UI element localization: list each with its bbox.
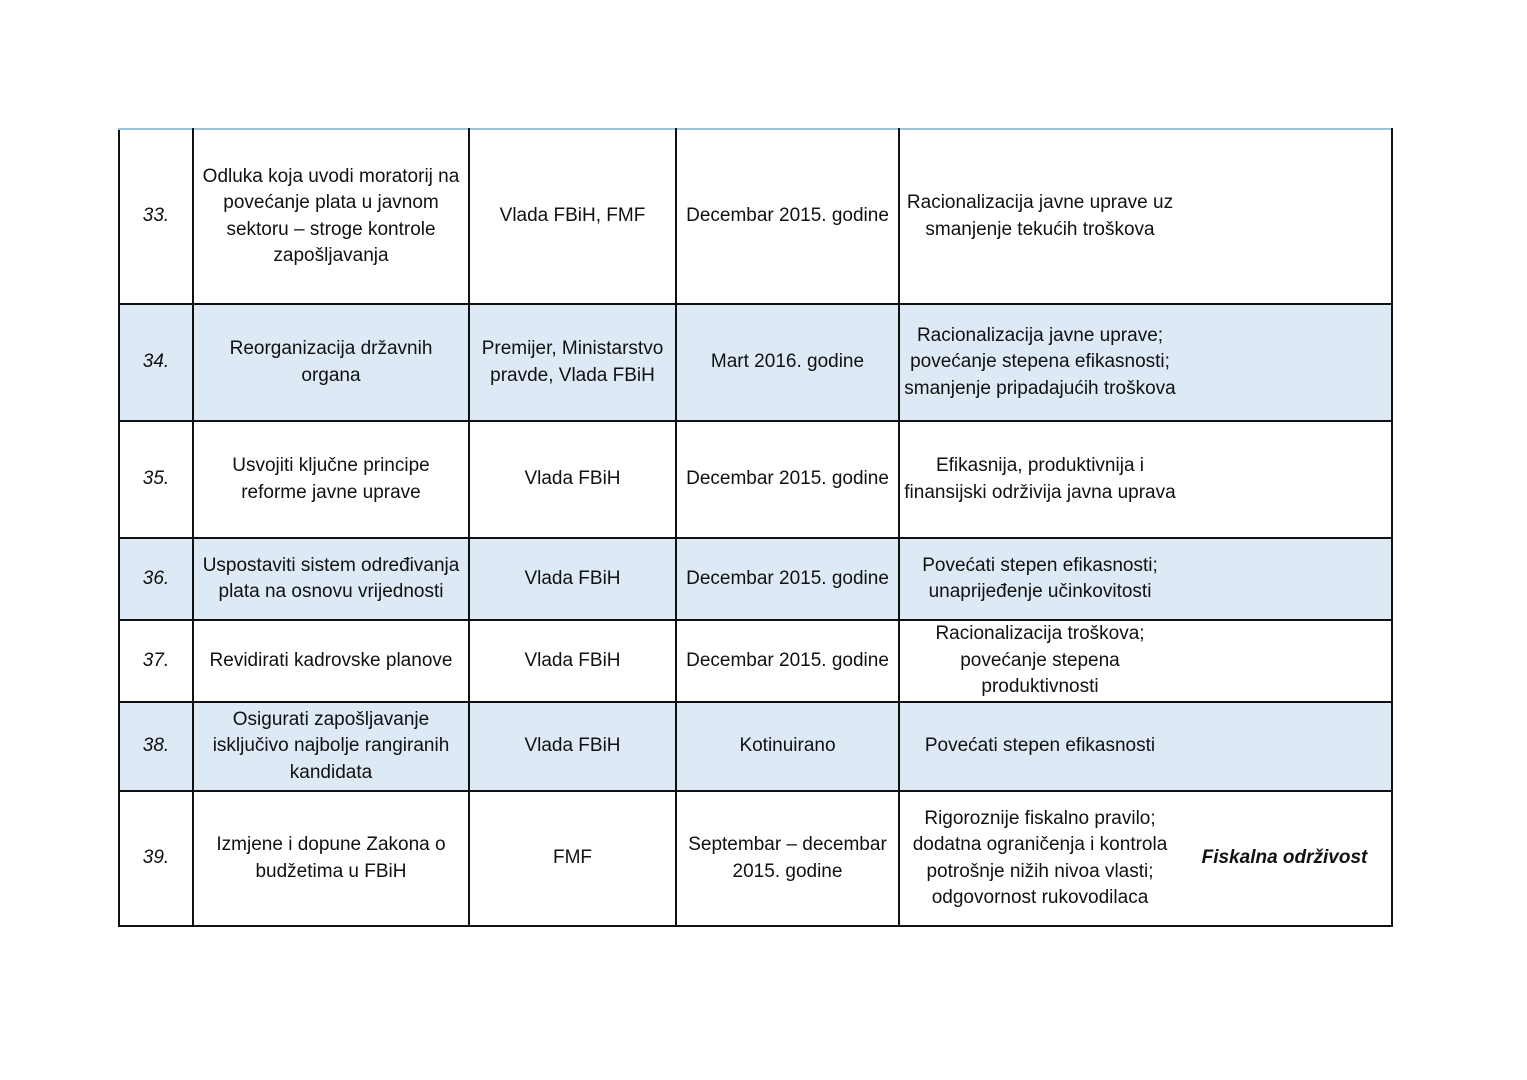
responsible-cell: Vlada FBiH [469, 421, 676, 538]
effects-area-cell [899, 538, 1392, 620]
measure-cell: Osigurati zapošljavanje isključivo najbolje rangiranih kandidata [193, 702, 469, 791]
row-number: 33. [119, 129, 193, 304]
table-row [119, 620, 1392, 702]
measure-cell: Usvojiti ključne principe reforme javne uprave [193, 421, 469, 538]
effects-text: Povećati stepen efikasnosti [924, 735, 1156, 757]
deadline-cell: Mart 2016. godine [676, 304, 899, 421]
row-number: 34. [119, 304, 193, 421]
effects-area-cell [899, 620, 1392, 702]
deadline-cell: Decembar 2015. godine [676, 538, 899, 620]
row-number: 39. [119, 791, 193, 926]
effects-area-cell [899, 791, 1392, 926]
table-row [119, 538, 1392, 620]
row-number: 36. [119, 538, 193, 620]
effects-area-cell [899, 129, 1392, 304]
table-row [119, 421, 1392, 538]
row-number: 35. [119, 421, 193, 538]
effects-text: Efikasnija, produktivnija i finansijski održivija javna uprava [904, 455, 1176, 503]
measure-cell: Izmjene i dopune Zakona o budžetima u FBiH [193, 791, 469, 926]
responsible-cell: Vlada FBiH [469, 620, 676, 702]
responsible-cell: FMF [469, 791, 676, 926]
measures-table [118, 128, 1393, 927]
deadline-cell: Septembar – decembar 2015. godine [676, 791, 899, 926]
table-row [119, 129, 1392, 304]
area-text: Fiskalna održivost [1201, 847, 1368, 869]
effects-text: Racionalizacija javne uprave uz smanjenje tekućih troškova [906, 192, 1174, 240]
deadline-cell: Kotinuirano [676, 702, 899, 791]
deadline-cell: Decembar 2015. godine [676, 421, 899, 538]
responsible-cell: Vlada FBiH [469, 702, 676, 791]
effects-area-cell [899, 304, 1392, 421]
measure-cell: Uspostaviti sistem određivanja plata na osnovu vrijednosti [193, 538, 469, 620]
effects-area-cell [899, 702, 1392, 791]
measure-cell: Reorganizacija državnih organa [193, 304, 469, 421]
row-number: 37. [119, 620, 193, 702]
row-number: 38. [119, 702, 193, 791]
table-row [119, 791, 1392, 926]
deadline-cell: Decembar 2015. godine [676, 129, 899, 304]
effects-text: Racionalizacija troškova; povećanje stepena produktivnosti [935, 623, 1145, 698]
table-row [119, 304, 1392, 421]
measure-cell: Revidirati kadrovske planove [193, 620, 469, 702]
responsible-cell: Vlada FBiH [469, 538, 676, 620]
effects-area-cell [899, 421, 1392, 538]
effects-text: Povećati stepen efikasnosti; unaprijeđenje učinkovitosti [922, 554, 1158, 602]
deadline-cell: Decembar 2015. godine [676, 620, 899, 702]
effects-text: Rigoroznije fiskalno pravilo; dodatna ograničenja i kontrola potrošnje nižih nivoa vlasti; odgovornost rukovodilaca [912, 807, 1168, 908]
responsible-cell: Premijer, Ministarstvo pravde, Vlada FBiH [469, 304, 676, 421]
responsible-cell: Vlada FBiH, FMF [469, 129, 676, 304]
table-row [119, 702, 1392, 791]
effects-text: Racionalizacija javne uprave; povećanje stepena efikasnosti; smanjenje pripadajućih troškova [904, 324, 1176, 399]
measure-cell: Odluka koja uvodi moratorij na povećanje plata u javnom sektoru – stroge kontrole zapošljavanja [193, 129, 469, 304]
